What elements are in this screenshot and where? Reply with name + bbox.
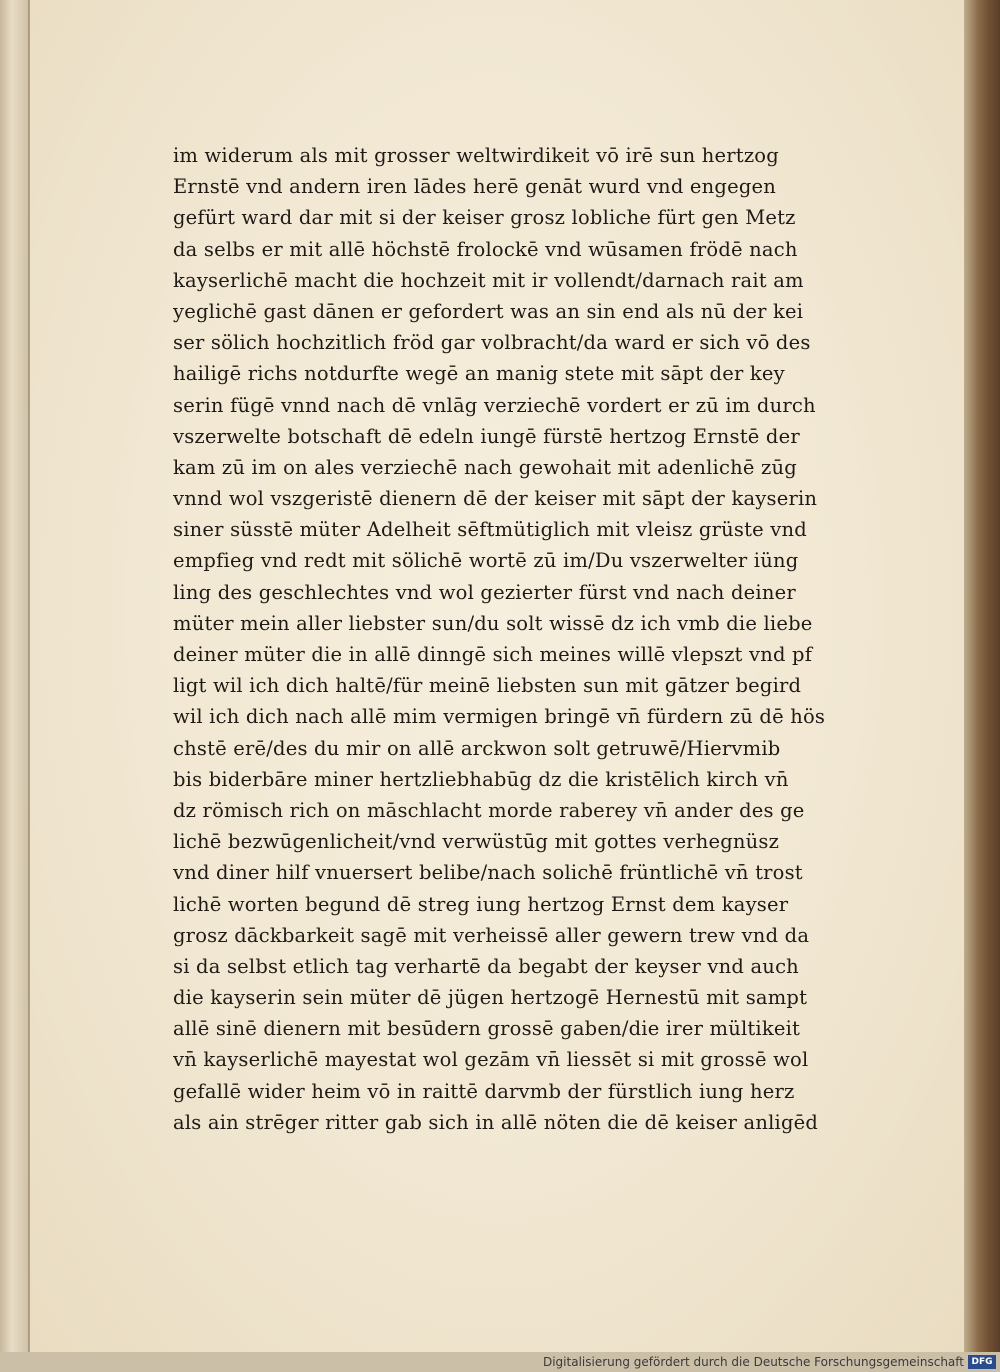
text-line: hailigē richs notdurfte wegē an manig stete mit sāpt der key	[173, 362, 785, 386]
text-line: vnd diner hilf vnuersert belibe/nach solichē früntlichē vn̄ trost	[173, 861, 803, 885]
dfg-logo: DFG	[968, 1355, 996, 1369]
text-line: im widerum als mit grosser weltwirdikeit vō irē sun hertzog	[173, 144, 779, 167]
text-line: deiner müter die in allē dinngē sich meines willē vlepszt vnd pf	[173, 643, 813, 666]
text-line: chstē erē/des du mir on allē arckwon solt getruwē/Hiervmib	[173, 736, 781, 760]
text-line: müter mein aller liebster sun/du solt wissē dz ich vmb die liebe	[173, 611, 813, 635]
text-line: siner süsstē müter Adelheit sēftmütiglich mit vleisz grüste vnd	[173, 518, 807, 542]
text-line: ser sölich hochzitlich fröd gar volbracht/da ward er sich vō des	[173, 331, 811, 355]
text-line: gefallē wider heim vō in raittē darvmb der fürstlich iung herz	[173, 1079, 795, 1103]
text-line: die kayserin sein müter dē jügen hertzogē Hernestū mit sampt	[173, 986, 808, 1010]
text-line: lichē worten begund dē streg iung hertzog Ernst dem kayser	[173, 892, 789, 916]
text-line: vn̄ kayserlichē mayestat wol gezām vn̄ liessēt si mit grossē wol	[173, 1048, 809, 1072]
text-line: da selbs er mit allē höchstē frolockē vnd wūsamen frödē nach	[173, 237, 798, 261]
text-line: ligt wil ich dich haltē/für meinē liebsten sun mit gātzer begird	[173, 674, 802, 698]
text-line: lichē bezwūgenlicheit/vnd verwüstūg mit gottes verhegnüsz	[173, 830, 780, 854]
text-line: als ain strēger ritter gab sich in allē nöten die dē keiser anligēd	[173, 1110, 819, 1134]
text-line: vszerwelte botschaft dē edeln iungē fürstē hertzog Ernstē der	[173, 424, 800, 448]
digitization-credit: Digitalisierung gefördert durch die Deutsche Forschungsgemeinschaft	[542, 1355, 964, 1369]
text-line: kayserlichē macht die hochzeit mit ir vollendt/darnach rait am	[173, 268, 804, 292]
text-line: grosz dāckbarkeit sagē mit verheissē aller gewern trew vnd da	[173, 923, 810, 947]
text-line: dz römisch rich on māschlacht morde raberey vn̄ ander des ge	[173, 798, 805, 822]
text-line: ling des geschlechtes vnd wol gezierter fürst vnd nach deiner	[173, 580, 796, 604]
text-line: si da selbst etlich tag verhartē da begabt der keyser vnd auch	[173, 954, 799, 978]
book-page	[30, 0, 964, 1352]
footer-bar	[0, 1352, 1000, 1372]
previous-page-edge	[0, 0, 30, 1372]
text-line: Ernstē vnd andern iren lādes herē genāt wurd vnd engegen	[173, 175, 776, 199]
text-line: bis biderbāre miner hertzliebhabūg dz die kristēlich kirch vn̄	[173, 767, 789, 791]
text-line: kam zū im on ales verziechē nach gewohait mit adenlichē zūg	[173, 455, 797, 479]
text-line: yeglichē gast dānen er gefordert was an sin end als nū der kei	[173, 299, 804, 323]
text-line: gefürt ward dar mit si der keiser grosz lobliche fürt gen Metz	[173, 206, 796, 230]
book-fore-edge	[964, 0, 1000, 1372]
text-line: serin fügē vnnd nach dē vnlāg verziechē vordert er zū im durch	[173, 393, 816, 417]
text-line: wil ich dich nach allē mim vermigen bringē vn̄ fürdern zū dē hös	[173, 705, 826, 729]
text-line: vnnd wol vszgeristē dienern dē der keiser mit sāpt der kayserin	[173, 487, 818, 511]
text-block	[173, 140, 833, 1138]
text-line: empfieg vnd redt mit sölichē wortē zū im/Du vszerwelter iüng	[173, 549, 799, 573]
text-line: allē sinē dienern mit besūdern grossē gaben/die irer mültikeit	[173, 1017, 801, 1041]
